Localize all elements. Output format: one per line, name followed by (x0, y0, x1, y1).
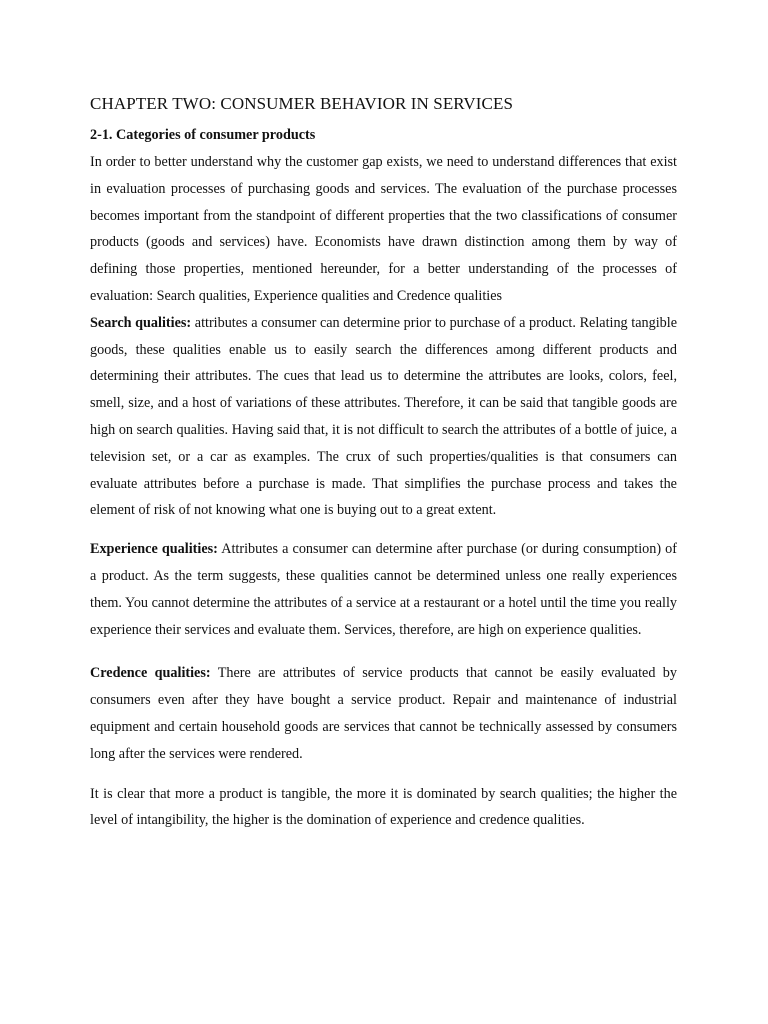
credence-qualities-term: Credence qualities: (90, 665, 211, 682)
experience-qualities-paragraph (90, 536, 677, 643)
credence-qualities-text: There are attributes of service products that cannot be easily evaluated by consumers even after they have bought a service product. Repair and maintenance of industrial equipment and certain household goods are services that cannot be technically assessed by consumers long after the services were rendered. (90, 665, 677, 762)
experience-qualities-term: Experience qualities: (90, 541, 218, 558)
intro-paragraph: In order to better understand why the customer gap exists, we need to understand differences that exist in evaluation processes of purchasing goods and services. The evaluation of the purchase processes becomes important from the standpoint of different properties that the two classifications of consumer products (goods and services) have. Economists have drawn distinction among them by way of defining those properties, mentioned hereunder, for a better understanding of the processes of evaluation: Search qualities, Experience qualities and Credence qualities (90, 154, 677, 304)
experience-qualities-text: Attributes a consumer can determine after purchase (or during consumption) of a product. As the term suggests, these qualities cannot be determined unless one really experiences them. You cannot determine the attributes of a service at a restaurant or a hotel until the time you really experience their services and evaluate them. Services, therefore, are high on experience qualities. (90, 541, 678, 638)
section-heading: 2-1. Categories of consumer products (90, 127, 316, 143)
search-qualities-text: attributes a consumer can determine prior to purchase of a product. Relating tangible goods, these qualities enable us to easily search the differences among different products and determining their attributes. The cues that lead us to determine the attributes are looks, colors, feel, smell, size, and a host of variations of these attributes. Therefore, it can be said that tangible goods are high on search qualities. Having said that, it is not difficult to search the attributes of a bottle of juice, a television set, or a car as examples. The crux of such properties/qualities is that consumers can evaluate attributes before a purchase is made. That simplifies the purchase process and takes the element of risk of not knowing what one is buying out to a great extent. (90, 314, 677, 519)
chapter-title: CHAPTER TWO: CONSUMER BEHAVIOR IN SERVICES (90, 94, 513, 113)
credence-qualities-paragraph (90, 660, 677, 767)
document-page (90, 92, 677, 834)
search-qualities-paragraph (90, 310, 677, 524)
closing-paragraph: It is clear that more a product is tangible, the more it is dominated by search qualities; the higher the level of intangibility, the higher is the domination of experience and credence qualities. (90, 785, 677, 829)
search-qualities-term: Search qualities: (90, 314, 192, 331)
